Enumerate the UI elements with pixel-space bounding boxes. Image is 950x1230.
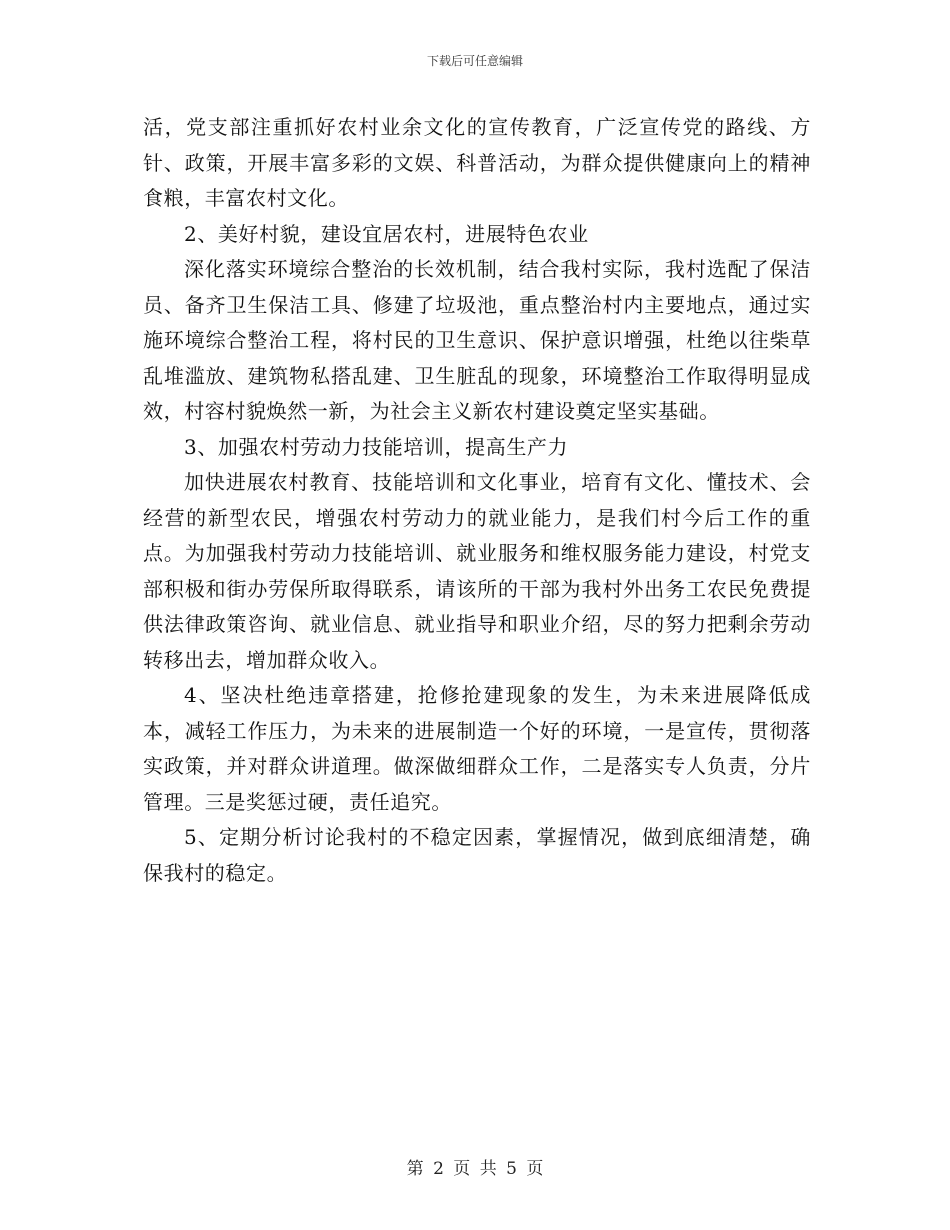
document-body (143, 110, 811, 891)
section-heading: 3、加强农村劳动力技能培训，提高生产力 (184, 434, 569, 459)
paragraph: 5、定期分析讨论我村的不稳定因素，掌握情况，做到底细清楚，确保我村的稳定。 (143, 825, 811, 885)
page-header-note: 下载后可任意编辑 (426, 54, 523, 68)
paragraph: 深化落实环境综合整治的长效机制，结合我村实际，我村选配了保洁员、备齐卫生保洁工具、修建了垃圾池，重点整治村内主要地点，通过实施环境综合整治工程，将村民的卫生意识、保护意识增强，杜绝以往柴草乱堆滥放、建筑物私搭乱建、卫生脏乱的现象，环境整治工作取得明显成效，村容村貌焕然一新，为社会主义新农村建设奠定坚实基础。 (143, 257, 811, 423)
paragraph: 加快进展农村教育、技能培训和文化事业，培育有文化、懂技术、会经营的新型农民，增强农村劳动力的就业能力，是我们村今后工作的重点。为加强我村劳动力技能培训、就业服务和维权服务能力建设，村党支部积极和街办劳保所取得联系，请该所的干部为我村外出务工农民免费提供法律政策咨询、就业信息、就业指导和职业介绍，尽的努力把剩余劳动转移出去，增加群众收入。 (143, 470, 811, 672)
paragraph: 4、坚决杜绝违章搭建，抢修抢建现象的发生，为未来进展降低成本，减轻工作压力，为未来的进展制造一个好的环境，一是宣传，贯彻落实政策，并对群众讲道理。做深做细群众工作，二是落实专人负责，分片管理。三是奖惩过硬，责任追究。 (143, 683, 811, 814)
page-number: 第 2 页 共 5 页 (406, 1159, 544, 1179)
paragraph: 活，党支部注重抓好农村业余文化的宣传教育，广泛宣传党的路线、方针、政策，开展丰富多彩的文娱、科普活动，为群众提供健康向上的精神食粮，丰富农村文化。 (143, 115, 811, 210)
section-heading: 2、美好村貌，建设宜居农村，进展特色农业 (184, 221, 589, 246)
